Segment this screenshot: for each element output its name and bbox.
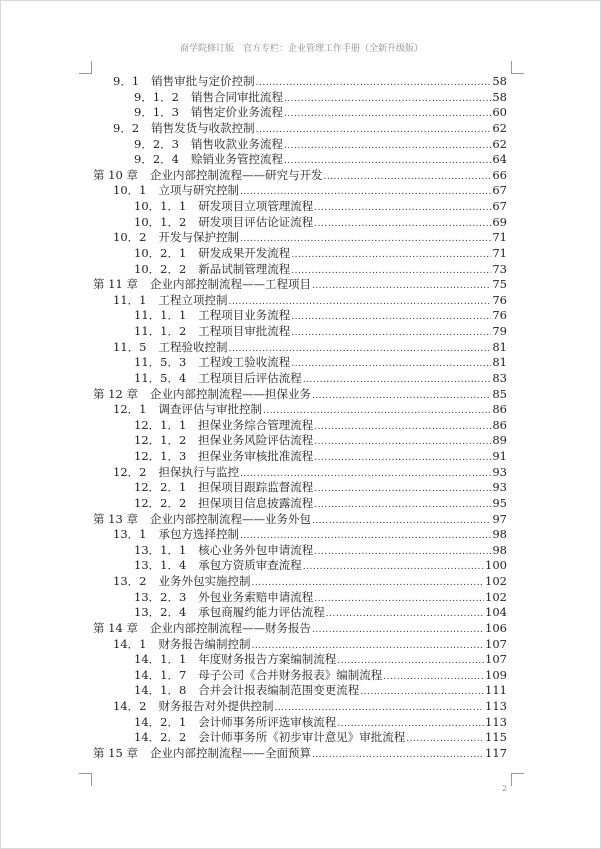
dot-leader <box>314 201 491 217</box>
toc-entry[interactable] <box>93 402 507 418</box>
toc-entry-title: 担保项目跟踪监督流程 <box>198 480 314 495</box>
toc-entry-number: 9．1 <box>113 74 140 88</box>
toc-entry-number: 14．1．8 <box>134 683 187 698</box>
toc-entry-title: 承包商履约能力评估流程 <box>198 605 325 620</box>
toc-entry[interactable] <box>93 105 507 121</box>
toc-entry-number: 13．2．4 <box>134 605 187 620</box>
toc-entry-title: 财务报告编制控制 <box>158 636 251 651</box>
toc-entry-title: 销售定价业务流程 <box>190 105 283 120</box>
toc-entry-title: 担保业务风险评估流程 <box>198 433 314 448</box>
toc-entry-page: 81 <box>492 339 507 354</box>
toc-entry-title: 研发项目立项管理流程 <box>198 199 314 213</box>
dot-leader <box>291 248 491 264</box>
toc-entry-number: 12．1 <box>113 402 147 417</box>
toc-entry-title: 会计师事务所《初步审计意见》审批流程 <box>198 730 406 745</box>
dot-leader <box>312 279 491 295</box>
toc-entry[interactable] <box>93 308 507 324</box>
toc-entry-page: 62 <box>492 136 507 151</box>
toc-entry-number: 10．2．1 <box>134 245 187 260</box>
crop-mark-bottom-left <box>79 773 92 786</box>
toc-entry-title: 开发与保护控制 <box>158 230 239 245</box>
toc-entry-page: 60 <box>492 105 507 120</box>
toc-entry-title: 企业内部控制流程——全面预算 <box>149 745 311 760</box>
toc-entry-title: 核心业务外包申请流程 <box>198 542 314 557</box>
toc-entry[interactable] <box>93 699 507 715</box>
toc-entry-title: 工程项目审批流程 <box>198 324 291 338</box>
toc-chapter-entry[interactable] <box>93 621 507 637</box>
dot-leader <box>312 623 484 639</box>
toc-entry-number: 10．2．2 <box>134 261 187 276</box>
toc-entry-title: 研发项目评估论证流程 <box>198 214 314 229</box>
dot-leader <box>406 732 484 748</box>
toc-entry-title: 新品试制管理流程 <box>198 261 291 276</box>
crop-mark-bottom-right <box>511 773 524 786</box>
toc-entry-page: 71 <box>492 245 507 260</box>
toc-entry-page: 107 <box>485 652 507 667</box>
dot-leader <box>284 92 491 108</box>
toc-entry-page: 86 <box>492 417 507 432</box>
toc-entry-number: 9．1．3 <box>134 105 179 120</box>
toc-entry-page: 109 <box>485 667 507 682</box>
dot-leader <box>284 139 491 155</box>
toc-entry-page: 93 <box>492 480 507 495</box>
toc-entry-title: 企业内部控制流程——担保业务 <box>149 386 311 401</box>
toc-entry-page: 113 <box>485 714 507 729</box>
toc-entry-number: 14．1 <box>113 636 147 651</box>
toc-entry-number: 11．5．4 <box>134 370 187 385</box>
toc-entry-page: 73 <box>492 261 507 276</box>
toc-entry-number: 9．2 <box>113 120 140 135</box>
toc-entry-page: 98 <box>492 527 507 542</box>
toc-entry-number: 11．5．3 <box>134 355 187 370</box>
crop-mark-top-left <box>79 61 92 74</box>
dot-leader <box>291 326 491 342</box>
toc-entry-title: 业务外包实施控制 <box>158 574 251 588</box>
toc-entry[interactable] <box>93 355 507 371</box>
toc-entry[interactable] <box>93 137 507 153</box>
toc-entry-title: 承包方选择控制 <box>158 527 239 542</box>
toc-entry-number: 12．1．1 <box>134 417 187 432</box>
toc-entry[interactable] <box>93 262 507 278</box>
toc-entry-title: 企业内部控制流程——财务报告 <box>149 620 311 635</box>
toc-entry[interactable] <box>93 215 507 231</box>
toc-entry-title: 财务报告对外提供控制 <box>158 699 274 713</box>
toc-entry-title: 会计师事务所评选审核流程 <box>198 714 337 729</box>
toc-entry-number: 第 15 章 <box>93 745 138 760</box>
toc-entry-page: 85 <box>492 386 507 401</box>
toc-entry-page: 98 <box>492 542 507 557</box>
toc-entry-number: 14．2．1 <box>134 714 187 729</box>
toc-entry-number: 11．1．1 <box>134 308 187 323</box>
dot-leader <box>314 498 491 514</box>
toc-entry-title: 担保业务综合管理流程 <box>198 417 314 432</box>
toc-entry-title: 调查评估与审批控制 <box>158 402 262 417</box>
toc-entry[interactable] <box>93 230 507 246</box>
toc-entry-number: 14．2．2 <box>134 730 187 745</box>
toc-entry-number: 10．1．2 <box>134 214 187 229</box>
toc-entry-page: 71 <box>492 230 507 245</box>
toc-entry-title: 企业内部控制流程——研究与开发 <box>149 167 323 182</box>
toc-chapter-entry[interactable] <box>93 277 507 293</box>
toc-entry-number: 10．1 <box>113 183 147 198</box>
toc-entry[interactable] <box>93 715 507 731</box>
toc-entry-title: 工程竣工验收流程 <box>198 355 291 370</box>
toc-entry-title: 赊销业务管控流程 <box>190 152 283 167</box>
dot-leader <box>312 514 491 530</box>
dot-leader <box>326 607 484 623</box>
dot-leader <box>256 123 492 139</box>
toc-entry-number: 第 10 章 <box>93 167 138 182</box>
toc-entry-page: 67 <box>492 183 507 198</box>
toc-entry-title: 年度财务报告方案编制流程 <box>198 652 337 667</box>
toc-entry[interactable] <box>93 293 507 309</box>
toc-entry-page: 58 <box>492 89 507 104</box>
toc-entry-title: 合并会计报表编制范围变更流程 <box>198 683 360 698</box>
toc-entry-title: 担保业务审核批准流程 <box>198 449 314 463</box>
toc-entry-page: 67 <box>492 199 507 213</box>
toc-entry-number: 第 13 章 <box>93 511 138 526</box>
dot-leader <box>303 560 484 576</box>
toc-entry-title: 研发成果开发流程 <box>198 245 291 260</box>
toc-entry-number: 10．2 <box>113 230 147 245</box>
toc-entry[interactable] <box>93 433 507 449</box>
toc-entry[interactable] <box>93 246 507 262</box>
toc-entry-number: 13．1 <box>113 527 147 542</box>
toc-entry-title: 承包方资质审查流程 <box>198 558 302 573</box>
toc-entry[interactable] <box>93 683 507 699</box>
page-number: 2 <box>502 784 508 793</box>
toc-entry-title: 销售合同审批流程 <box>190 89 283 104</box>
toc-entry-title: 担保执行与监控 <box>158 464 239 479</box>
toc-entry-number: 第 14 章 <box>93 620 138 635</box>
dot-leader <box>323 170 491 186</box>
toc-entry-page: 113 <box>485 699 507 713</box>
dot-leader <box>303 373 492 389</box>
table-of-contents <box>93 74 507 762</box>
toc-entry-number: 12．2 <box>113 464 147 479</box>
toc-entry[interactable] <box>93 637 507 653</box>
toc-entry-page: 69 <box>492 214 507 229</box>
toc-entry-page: 58 <box>492 74 507 88</box>
dot-leader <box>312 748 484 764</box>
dot-leader <box>256 76 492 92</box>
toc-entry[interactable] <box>93 730 507 746</box>
dot-leader <box>314 451 491 467</box>
toc-entry[interactable] <box>93 543 507 559</box>
toc-entry[interactable] <box>93 340 507 356</box>
crop-mark-top-right <box>511 61 524 74</box>
toc-entry-page: 66 <box>492 167 507 182</box>
toc-entry-page: 79 <box>492 324 507 338</box>
toc-entry[interactable] <box>93 418 507 434</box>
dot-leader <box>291 264 491 280</box>
toc-entry-number: 13．1．4 <box>134 558 187 573</box>
toc-entry[interactable] <box>93 183 507 199</box>
toc-entry-page: 86 <box>492 402 507 417</box>
toc-entry-page: 76 <box>492 308 507 323</box>
toc-chapter-entry[interactable] <box>93 168 507 184</box>
toc-entry-title: 立项与研究控制 <box>158 183 239 198</box>
toc-entry-page: 102 <box>485 574 507 588</box>
toc-entry-number: 9．1．2 <box>134 89 179 104</box>
toc-entry-number: 14．1．7 <box>134 667 187 682</box>
toc-entry[interactable] <box>93 590 507 606</box>
toc-entry-page: 91 <box>492 449 507 463</box>
dot-leader <box>284 107 491 123</box>
toc-entry-page: 111 <box>485 683 507 698</box>
toc-entry-title: 销售发货与收款控制 <box>151 120 255 135</box>
toc-chapter-entry[interactable] <box>93 512 507 528</box>
toc-entry[interactable] <box>93 324 507 340</box>
toc-entry[interactable] <box>93 121 507 137</box>
toc-entry-title: 工程项目后评估流程 <box>198 370 302 385</box>
toc-entry-number: 13．2．3 <box>134 589 187 604</box>
toc-chapter-entry[interactable] <box>93 746 507 762</box>
toc-entry-page: 95 <box>492 495 507 510</box>
toc-entry-page: 75 <box>492 277 507 292</box>
dot-leader <box>314 435 491 451</box>
toc-entry[interactable] <box>93 652 507 668</box>
toc-entry-title: 销售收款业务流程 <box>190 136 283 151</box>
page-header: 商学院修订版 官方专栏：企业管理工作手册（全新升级版） <box>179 44 423 54</box>
toc-entry-number: 12．2．2 <box>134 495 187 510</box>
toc-entry-title: 销售审批与定价控制 <box>151 74 255 88</box>
dot-leader <box>291 357 491 373</box>
dot-leader <box>312 389 491 405</box>
toc-entry[interactable] <box>93 605 507 621</box>
toc-entry[interactable] <box>93 480 507 496</box>
toc-entry-title: 企业内部控制流程——工程项目 <box>149 277 311 292</box>
toc-entry-number: 9．2．3 <box>134 136 179 151</box>
toc-entry[interactable] <box>93 574 507 590</box>
toc-entry[interactable] <box>93 527 507 543</box>
toc-entry-number: 12．1．3 <box>134 449 187 463</box>
toc-entry-title: 外包业务索赔申请流程 <box>198 589 314 604</box>
toc-entry-page: 106 <box>485 620 507 635</box>
toc-entry-title: 工程验收控制 <box>158 339 228 354</box>
toc-entry-title: 母子公司《合并财务报表》编制流程 <box>198 667 383 682</box>
toc-entry[interactable] <box>93 496 507 512</box>
toc-entry-number: 11．1 <box>113 292 147 307</box>
toc-entry-page: 89 <box>492 433 507 448</box>
toc-entry-page: 76 <box>492 292 507 307</box>
toc-chapter-entry[interactable] <box>93 387 507 403</box>
dot-leader <box>314 545 491 561</box>
dot-leader <box>314 592 484 608</box>
toc-entry-number: 14．2 <box>113 699 147 713</box>
toc-entry-number: 13．2 <box>113 574 147 588</box>
toc-entry-page: 107 <box>485 636 507 651</box>
toc-entry-number: 13．1．1 <box>134 542 187 557</box>
toc-entry[interactable] <box>93 558 507 574</box>
toc-entry-page: 102 <box>485 589 507 604</box>
dot-leader <box>314 420 491 436</box>
dot-leader <box>360 685 484 701</box>
toc-entry-title: 工程项目业务流程 <box>198 308 291 323</box>
toc-entry-page: 100 <box>485 558 507 573</box>
toc-entry[interactable] <box>93 74 507 90</box>
toc-entry-number: 第 11 章 <box>93 277 138 292</box>
toc-entry-page: 81 <box>492 355 507 370</box>
toc-entry-page: 64 <box>492 152 507 167</box>
toc-entry-page: 117 <box>485 745 507 760</box>
toc-entry-title: 担保项目信息披露流程 <box>198 495 314 510</box>
toc-entry-page: 115 <box>485 730 507 745</box>
toc-entry-page: 97 <box>492 511 507 526</box>
toc-entry[interactable] <box>93 199 507 215</box>
toc-entry-number: 11．5 <box>113 339 147 354</box>
toc-entry-number: 11．1．2 <box>134 324 187 338</box>
toc-entry[interactable] <box>93 90 507 106</box>
toc-entry-page: 62 <box>492 120 507 135</box>
toc-entry[interactable] <box>93 152 507 168</box>
toc-entry-page: 93 <box>492 464 507 479</box>
toc-entry[interactable] <box>93 371 507 387</box>
toc-entry-number: 第 12 章 <box>93 386 138 401</box>
dot-leader <box>383 670 484 686</box>
dot-leader <box>314 482 491 498</box>
toc-entry[interactable] <box>93 668 507 684</box>
toc-entry[interactable] <box>93 465 507 481</box>
toc-entry[interactable] <box>93 449 507 465</box>
toc-entry-number: 12．1．2 <box>134 433 187 448</box>
dot-leader <box>314 217 491 233</box>
toc-entry-number: 14．1．1 <box>134 652 187 667</box>
toc-entry-page: 104 <box>485 605 507 620</box>
toc-entry-page: 83 <box>492 370 507 385</box>
toc-entry-number: 10．1．1 <box>134 199 187 213</box>
dot-leader <box>291 310 491 326</box>
toc-entry-title: 工程立项控制 <box>158 292 228 307</box>
toc-entry-number: 12．2．1 <box>134 480 187 495</box>
toc-entry-number: 9．2．4 <box>134 152 179 167</box>
toc-entry-title: 企业内部控制流程——业务外包 <box>149 511 311 526</box>
